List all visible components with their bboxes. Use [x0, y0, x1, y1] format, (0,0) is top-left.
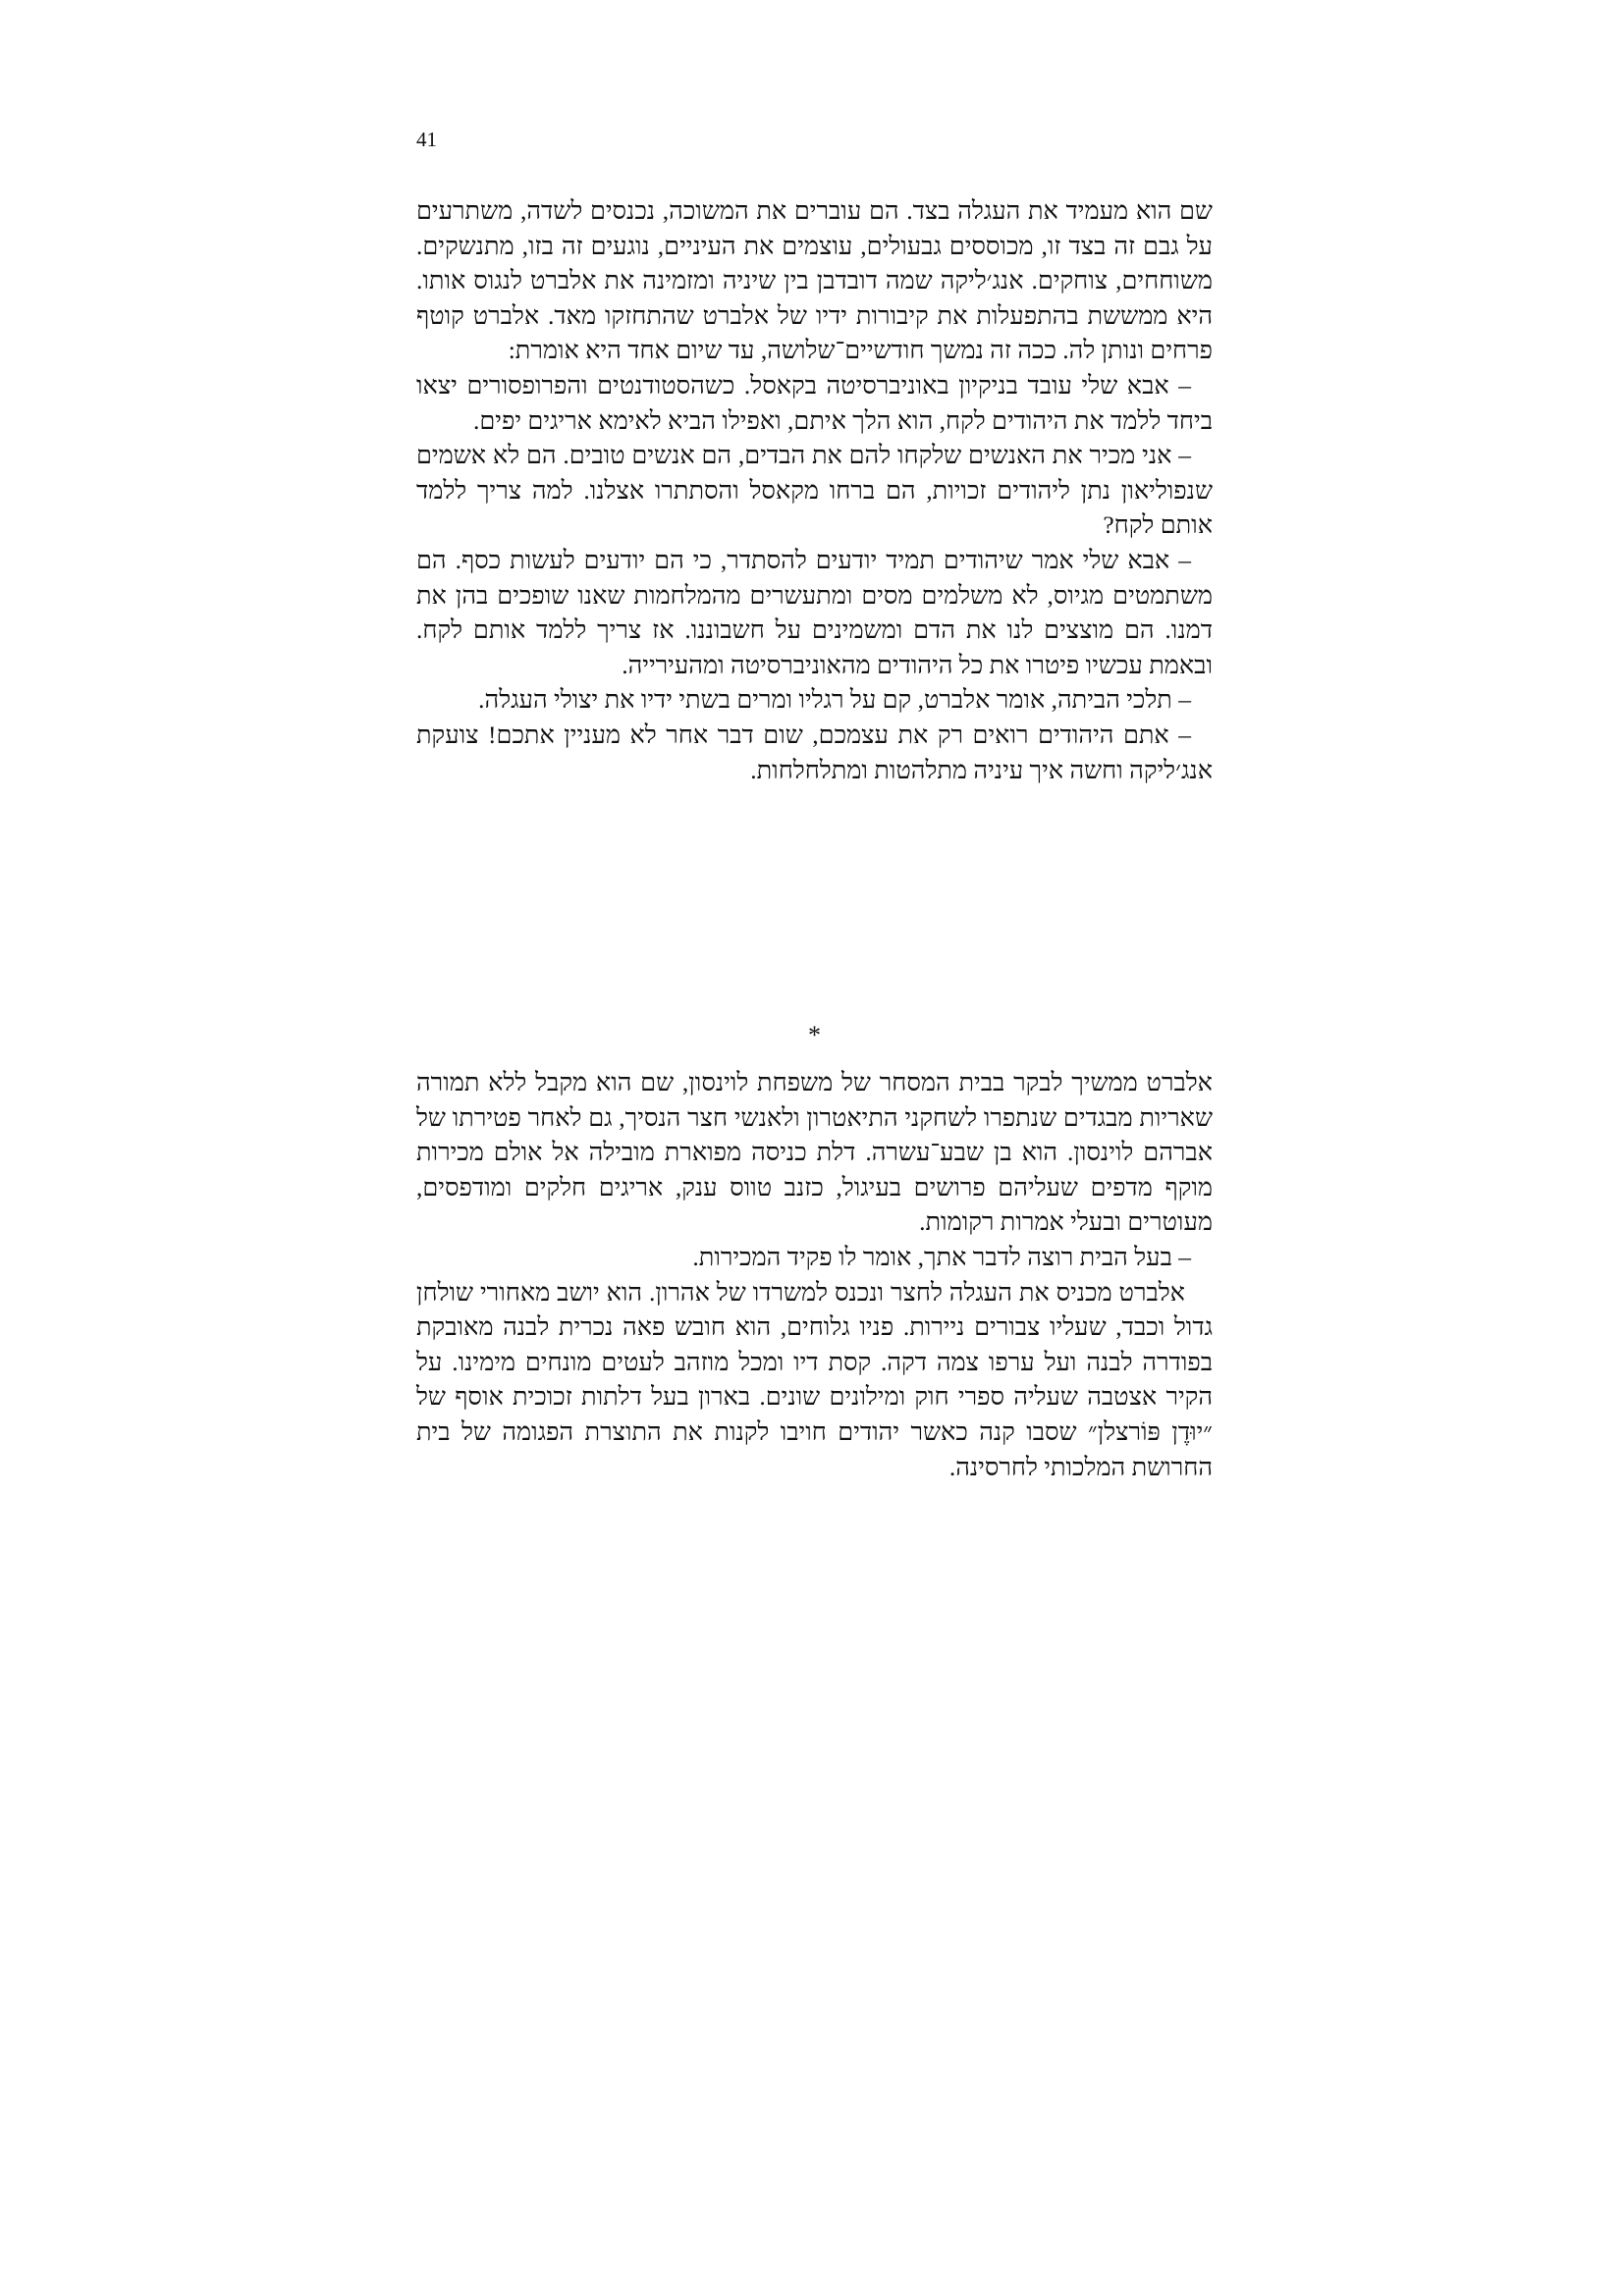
dialogue-paragraph: – אתם היהודים רואים רק את עצמכם, שום דבר אחר לא מעניין אתכם! צועקת אנג׳ליקה וחשה איך עיניה מתלהטות ומתלחלחות.: [416, 720, 1213, 784]
section-separator: *: [808, 1021, 821, 1049]
section-1: [416, 193, 1213, 787]
dialogue-paragraph: – בעל הבית רוצה לדבר אתך, אומר לו פקיד המכירות.: [692, 1242, 1191, 1271]
dialogue-paragraph: – אבא שלי עובד בניקיון באוניברסיטה בקאסל. כשהסטודנטים והפרופסורים יצאו ביחד ללמד את היהודים לקח, הוא הלך איתם, ואפילו הביא לאימא אריגים יפים.: [416, 370, 1213, 435]
dialogue-paragraph: – תלכי הביתה, אומר אלברט, קם על רגליו ומרים בשתי ידיו את יצולי העגלה.: [478, 685, 1191, 715]
section-2: [416, 1065, 1213, 1484]
paragraph: אלברט ממשיך לבקר בבית המסחר של משפחת לוינסון, שם הוא מקבל ללא תמורה שאריות מבגדים שנתפרו לשחקני התיאטרון ולאנשי חצר הנסיך, גם לאחר פטירתו של אברהם לוינסון. הוא בן שבע־עשרה. דלת כניסה מפוארת מובילה אל אולם מכירות מוקף מדפים שעליהם פרושים בעיגול, כזנב טווס ענק, אריגים חלקים ומודפסים, מעוטרים ובעלי אמרות רקומות.: [416, 1068, 1213, 1237]
dialogue-paragraph: – אבא שלי אמר שיהודים תמיד יודעים להסתדר, כי הם יודעים לעשות כסף. הם משתמטים מגיוס, לא משלמים מסים ומתעשרים מהמלחמות שאנו שופכים בהן את דמנו. הם מוצצים לנו את הדם ומשמינים על חשבוננו. אז צריך ללמד אותם לקח. ובאמת עכשיו פיטרו את כל היהודים מהאוניברסיטה ומהעירייה.: [416, 545, 1213, 679]
dialogue-paragraph: – אני מכיר את האנשים שלקחו להם את הבדים, הם אנשים טובים. הם לא אשמים שנפוליאון נתן ליהודים זכויות, הם ברחו מקאסל והסתתרו אצלנו. למה צריך ללמד אותם לקח?: [416, 441, 1213, 540]
paragraph: אלברט מכניס את העגלה לחצר ונכנס למשרדו של אהרון. הוא יושב מאחורי שולחן גדול וכבד, שעליו צבורים ניירות. פניו גלוחים, הוא חובש פאה נכרית לבנה מאובקת בפודרה לבנה ועל ערפו צמה דקה. קסת דיו ומכל מוזהב לעטים מונחים מימינו. על הקיר אצטבה שעליה ספרי חוק ומילונים שונים. בארון בעל דלתות זכוכית אוסף של ״יוּדֶן פּוֹרצלן״ שסבו קנה כאשר יהודים חויבו לקנות את התוצרת הפגומה של בית החרושת המלכותי לחרסינה.: [416, 1277, 1213, 1481]
page-number: 41: [416, 128, 437, 151]
paragraph: שם הוא מעמיד את העגלה בצד. הם עוברים את המשוכה, נכנסים לשדה, משתרעים על גבם זה בצד זו, מכוססים גבעולים, עוצמים את העיניים, נוגעים זה בזו, מתנשקים. משוחחים, צוחקים. אנג׳ליקה שמה דובדבן בין שיניה ומזמינה את אלברט לנגוס אותו. היא ממששת בהתפעלות את קיבורות ידיו של אלברט שהתחזקו מאד. אלברט קוטף פרחים ונותן לה. ככה זה נמשך חודשיים־שלושה, עד שיום אחד היא אומרת:: [416, 196, 1213, 365]
